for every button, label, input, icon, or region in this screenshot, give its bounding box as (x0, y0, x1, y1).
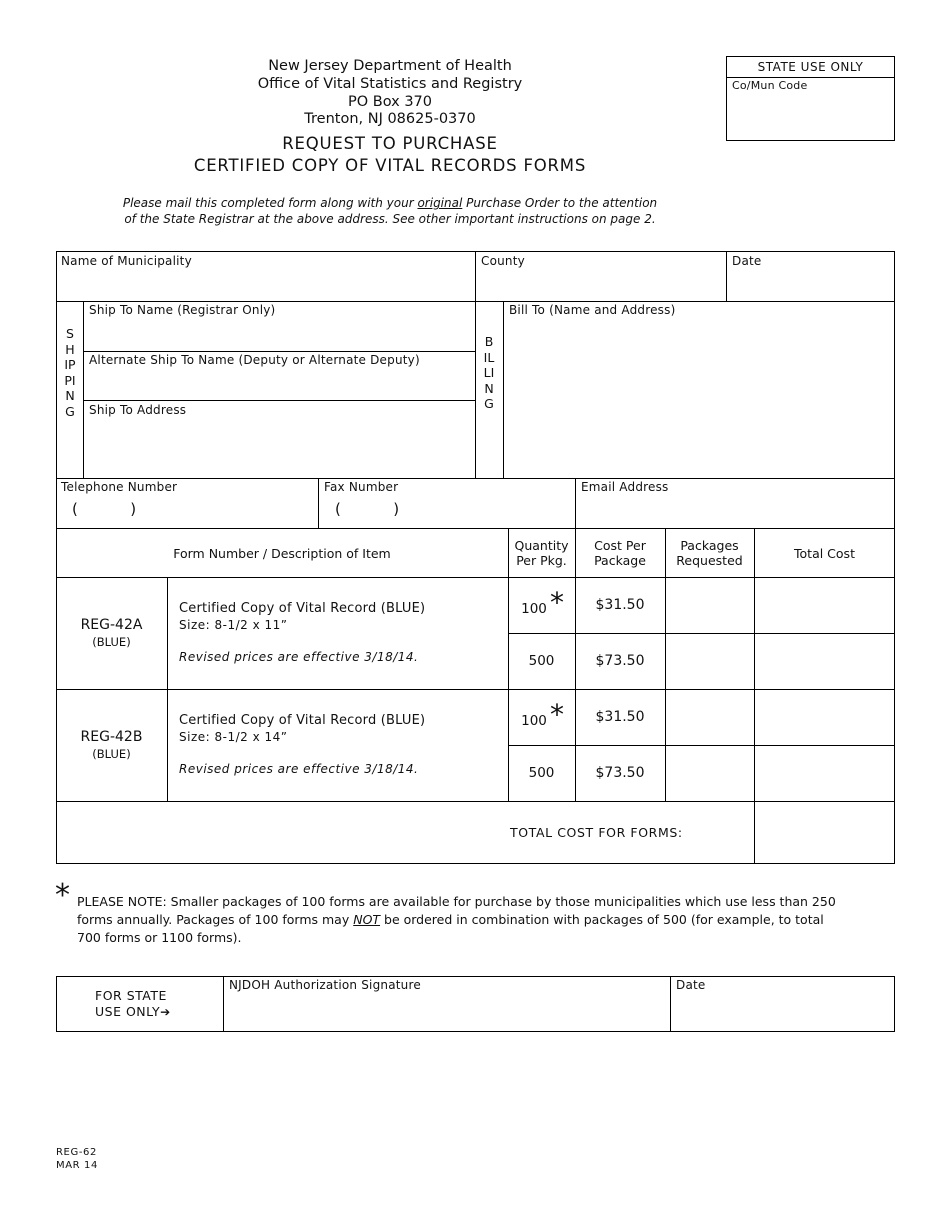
please-note-line1: PLEASE NOTE: Smaller packages of 100 forms are available for purchase by those municipalities which use less than 250 (77, 894, 836, 909)
co-mun-code-label: Co/Mun Code (732, 79, 808, 92)
price-500: $73.50 (595, 653, 645, 669)
ship-to-address-label: Ship To Address (89, 403, 187, 417)
municipality-field[interactable] (57, 270, 474, 300)
qty-100: 100 (521, 713, 547, 729)
signature-date-label: Date (676, 978, 706, 992)
header-total: Total Cost (794, 546, 855, 561)
header-office: Office of Vital Statistics and Registry (257, 76, 523, 92)
header-cost-2: Package (594, 553, 646, 568)
header-pobox: PO Box 370 (347, 94, 432, 110)
asterisk-icon: * (550, 698, 564, 731)
instructions-original: original (417, 196, 463, 210)
arrow-right-icon: ➔ (160, 1005, 171, 1019)
price-100: $31.50 (595, 597, 645, 613)
municipality-label: Name of Municipality (61, 254, 192, 268)
header-quantity-2: Per Pkg. (516, 553, 567, 568)
ship-to-address-field[interactable] (84, 420, 474, 477)
alt-ship-to-label: Alternate Ship To Name (Deputy or Alternate Deputy) (89, 353, 420, 367)
instructions-text-2: Purchase Order to the attention (462, 196, 658, 210)
for-state-use-2: USE ONLY (95, 1004, 161, 1019)
header-packages-1: Packages (680, 538, 739, 553)
asterisk-icon: * (55, 878, 70, 913)
ship-to-name-label: Ship To Name (Registrar Only) (89, 303, 276, 317)
asterisk-icon: * (550, 586, 564, 619)
item-description: Certified Copy of Vital Record (BLUE) (179, 601, 426, 616)
county-label: County (481, 254, 525, 268)
packages-requested-field[interactable] (666, 690, 754, 745)
signature-date-field[interactable] (671, 995, 894, 1031)
qty-500: 500 (528, 765, 555, 781)
item-description: Certified Copy of Vital Record (BLUE) (179, 713, 426, 728)
qty-500: 500 (528, 653, 555, 669)
header-city: Trenton, NJ 08625-0370 (304, 111, 476, 127)
shipping-vertical-label (60, 326, 80, 419)
billing-text: BILLING (483, 334, 495, 411)
email-label: Email Address (581, 480, 669, 494)
please-note-line3: 700 forms or 1100 forms). (77, 930, 242, 945)
email-field[interactable] (576, 497, 894, 527)
please-note-text: forms annually. Packages of 100 forms may (77, 912, 354, 927)
alt-ship-to-field[interactable] (84, 370, 474, 399)
item-note: Revised prices are effective 3/18/14. (179, 762, 419, 776)
header-packages-2: Requested (676, 553, 743, 568)
shipping-text: SHIPPING (64, 326, 76, 419)
header-quantity-1: Quantity (514, 538, 569, 553)
total-cost-field[interactable] (755, 690, 894, 745)
ship-to-name-field[interactable] (84, 320, 474, 350)
form-revision: MAR 14 (56, 1160, 98, 1171)
signature-label: NJDOH Authorization Signature (229, 978, 421, 992)
date-field[interactable] (727, 270, 894, 300)
header-cost (575, 538, 665, 568)
packages-requested-field[interactable] (666, 578, 754, 633)
instructions-text: Please mail this completed form along with your (122, 196, 418, 210)
grand-total-field[interactable] (755, 802, 894, 863)
form-id: REG-62 (56, 1147, 97, 1158)
bill-to-field[interactable] (504, 320, 894, 477)
item-code: REG-42B (80, 729, 143, 745)
item-color: (BLUE) (92, 747, 131, 761)
header-description: Form Number / Description of Item (173, 546, 391, 561)
total-cost-field[interactable] (755, 746, 894, 801)
please-note-text-2: be ordered in combination with packages of 500 (for example, to total (380, 912, 824, 927)
price-100: $31.50 (595, 709, 645, 725)
please-note (77, 893, 895, 947)
fax-field[interactable]: ( ) (335, 500, 400, 518)
packages-requested-field[interactable] (666, 634, 754, 689)
price-500: $73.50 (595, 765, 645, 781)
telephone-field[interactable]: ( ) (72, 500, 137, 518)
total-cost-field[interactable] (755, 634, 894, 689)
please-note-not: NOT (353, 912, 381, 927)
item-color: (BLUE) (92, 635, 131, 649)
county-field[interactable] (476, 270, 725, 300)
form-title-line2: CERTIFIED COPY OF VITAL RECORDS FORMS (193, 156, 587, 175)
header-packages (665, 538, 754, 568)
signature-field[interactable] (224, 995, 669, 1031)
packages-requested-field[interactable] (666, 746, 754, 801)
billing-vertical-label (478, 334, 500, 412)
item-note: Revised prices are effective 3/18/14. (179, 650, 419, 664)
telephone-label: Telephone Number (61, 480, 178, 494)
form-title-line1: REQUEST TO PURCHASE (282, 134, 498, 153)
for-state-use-1: FOR STATE (95, 988, 167, 1003)
header-agency: New Jersey Department of Health (268, 58, 512, 74)
fax-label: Fax Number (324, 480, 399, 494)
state-use-title: STATE USE ONLY (757, 60, 864, 74)
co-mun-code-field[interactable] (727, 94, 894, 140)
please-note-line2 (77, 911, 895, 929)
header-cost-1: Cost Per (594, 538, 646, 553)
item-code: REG-42A (80, 617, 143, 633)
total-cost-label: TOTAL COST FOR FORMS: (510, 825, 683, 840)
item-size: Size: 8-1/2 x 11” (179, 618, 288, 632)
date-label: Date (732, 254, 762, 268)
instructions-line1 (100, 195, 680, 211)
header-quantity (508, 538, 575, 568)
total-cost-field[interactable] (755, 578, 894, 633)
bill-to-label: Bill To (Name and Address) (509, 303, 676, 317)
qty-100: 100 (521, 601, 547, 617)
instructions-line2: of the State Registrar at the above address. See other important instructions on page 2. (124, 212, 656, 226)
item-size: Size: 8-1/2 x 14” (179, 730, 288, 744)
for-state-use-label (95, 988, 171, 1020)
